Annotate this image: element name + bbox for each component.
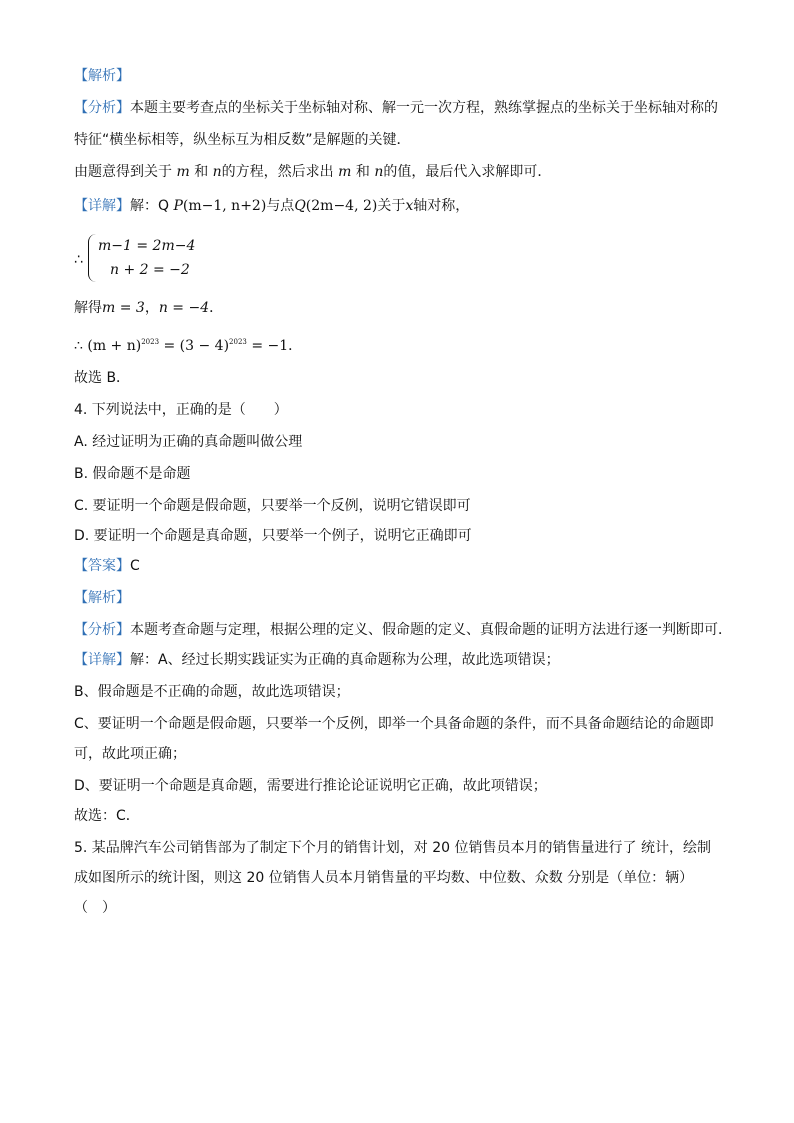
option-d: D. 要证明一个命题是真命题，只要举一个例子，说明它正确即可 <box>74 528 472 544</box>
answer-value: C <box>130 558 140 574</box>
detail-text: 解：A、经过长期实践证实为正确的真命题称为公理，故此选项错误； <box>130 652 560 668</box>
analysis-tag: 【分析】 <box>74 622 130 638</box>
text-fragment: ． <box>288 338 303 354</box>
text-fragment: 和 <box>355 164 370 180</box>
text-fragment: 的方程，然后求出 <box>221 164 334 180</box>
detail-line-c2: 可，故此项正确； <box>74 746 186 762</box>
option-c: C. 要证明一个命题是假命题，只要举一个反例，说明它错误即可 <box>74 498 471 514</box>
answer-line <box>74 556 140 576</box>
analysis-tag: 【分析】 <box>74 100 130 116</box>
exponent: 2023 <box>141 338 160 346</box>
choice-conclusion: 故选 B． <box>74 370 131 386</box>
point-q: Q <box>294 198 306 214</box>
question-4-stem: 4. 下列说法中，正确的是（ ） <box>74 402 288 418</box>
analysis-text: 本题主要考查点的坐标关于坐标轴对称、解一元一次方程，熟练掌握点的坐标关于坐标轴对称的 <box>130 100 718 116</box>
detail-line-b: B、假命题是不正确的命题，故此选项错误； <box>74 684 350 700</box>
question-5-line-1: 5. 某品牌汽车公司销售部为了制定下个月的销售计划，对 20 位销售员本月的销售量进行了 统计，绘制 <box>74 840 711 856</box>
exponent: 2023 <box>229 338 247 346</box>
var-m: m <box>338 164 352 180</box>
var-n: n <box>374 164 384 180</box>
detail-line-c1: C、要证明一个命题是假命题，只要举一个反例，即举一个具备命题的条件，而不具备命题结论的命题即 <box>74 716 714 732</box>
equation-2: n + 2 = −2 <box>110 262 190 278</box>
var-m: m <box>176 164 190 180</box>
solution-n: n = −4 <box>158 300 210 316</box>
question-5-line-3: （ ） <box>74 900 116 916</box>
option-a: A. 经过证明为正确的真命题叫做公理 <box>74 434 303 450</box>
calc-part: = −1 <box>246 338 289 354</box>
detail-tag: 【详解】 <box>74 198 130 214</box>
option-b: B. 假命题不是命题 <box>74 466 191 482</box>
point-p-coords: (m−1, n+2) <box>182 198 267 214</box>
calc-part: = (3 − 4) <box>159 338 230 354</box>
detail-tag: 【详解】 <box>74 652 130 668</box>
solution-line <box>74 298 223 318</box>
analysis-text-line-3 <box>74 162 551 182</box>
text-fragment: 与点 <box>266 198 295 214</box>
point-p: P <box>173 198 183 214</box>
calculation-line <box>74 332 302 356</box>
solution-m: m = 3 <box>102 300 145 316</box>
equation-system-brace <box>88 234 97 282</box>
equation-1: m−1 = 2m−4 <box>98 238 196 254</box>
analysis-heading: 【解析】 <box>74 68 130 84</box>
text-fragment: 轴对称， <box>413 198 470 214</box>
var-x: x <box>405 198 414 214</box>
var-n: n <box>212 164 222 180</box>
answer-tag: 【答案】 <box>74 558 130 574</box>
text-fragment: ， <box>144 300 159 316</box>
analysis-paragraph-line <box>74 98 718 118</box>
analysis-text: 本题考查命题与定理，根据公理的定义、假命题的定义、真假命题的证明方法进行逐一判断即可． <box>130 622 732 638</box>
therefore-symbol: ∴ <box>74 252 83 268</box>
text-fragment: 关于 <box>377 198 406 214</box>
detail-line <box>74 650 560 670</box>
text-fragment: 的值，最后代入求解即可． <box>383 164 552 180</box>
detail-line-d: D、要证明一个命题是真命题，需要进行推论论证说明它正确，故此项错误； <box>74 778 547 794</box>
analysis-paragraph-line <box>74 620 732 640</box>
point-q-coords: (2m−4, 2) <box>305 198 378 214</box>
analysis-heading: 【解析】 <box>74 590 130 606</box>
text-fragment: ． <box>209 300 224 316</box>
text-fragment: 解：Q <box>130 198 174 214</box>
text-fragment: 解得 <box>74 300 102 316</box>
analysis-text-line-2: 特征“横坐标相等，纵坐标互为相反数”是解题的关键． <box>74 132 411 148</box>
text-fragment: 由题意得到关于 <box>74 164 172 180</box>
text-fragment: 和 <box>194 164 209 180</box>
detail-line <box>74 196 469 216</box>
calc-part: ∴ (m + n) <box>74 338 142 354</box>
question-5-line-2: 成如图所示的统计图，则这 20 位销售人员本月销售量的平均数、中位数、众数 分别是（单位：辆） <box>74 870 694 886</box>
choice-conclusion: 故选：C． <box>74 808 140 824</box>
